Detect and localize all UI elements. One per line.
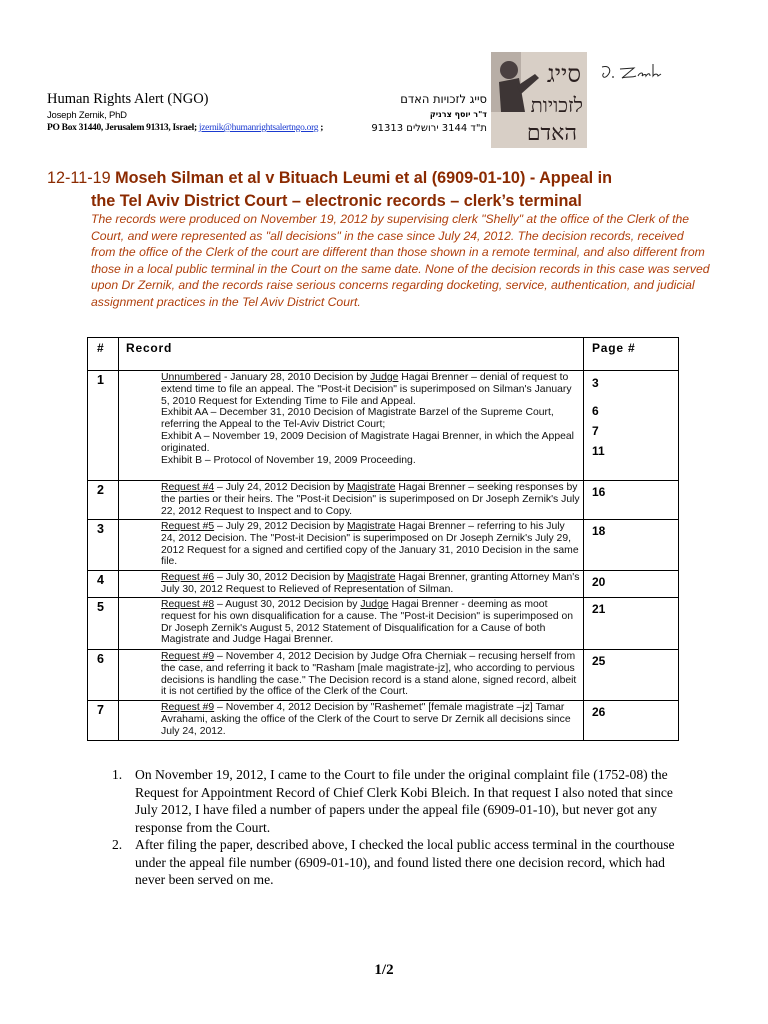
page-ref: 11: [592, 444, 605, 458]
table-row: [88, 481, 679, 520]
page-ref: 20: [592, 575, 606, 589]
row-pages: [584, 598, 679, 650]
record-line: [161, 455, 581, 467]
record-line: [161, 599, 581, 646]
row-pages: [584, 650, 679, 701]
request-id: Unnumbered: [161, 372, 222, 383]
page-number: 1/2: [374, 962, 394, 978]
row-number: 4: [88, 571, 119, 598]
logo-line-3: האדם: [526, 121, 577, 146]
letterhead-hebrew: [356, 91, 487, 136]
page-ref: 6: [592, 404, 599, 418]
row-record: [119, 598, 584, 650]
row-pages: [584, 371, 679, 481]
table-row: [88, 571, 679, 598]
org-name-hebrew: סייג לזכויות האדם: [400, 92, 487, 106]
page-ref: 3: [592, 376, 599, 390]
row-number: 7: [88, 701, 119, 741]
address-line: [47, 122, 367, 135]
header-number: #: [88, 338, 119, 371]
record-line: [161, 407, 581, 431]
row-pages: [584, 520, 679, 571]
row-record: [119, 650, 584, 701]
logo-line-1: סייג: [546, 60, 581, 88]
record-text: Exhibit B – Protocol of November 19, 2009 Proceeding.: [161, 454, 416, 466]
organization-logo: [491, 52, 587, 148]
title-date: 12-11-19: [47, 169, 111, 187]
page-ref: 26: [592, 705, 606, 719]
row-number: 2: [88, 481, 119, 520]
record-text: Exhibit A – November 19, 2009 Decision of Magistrate Hagai Brenner, in which the Appeal originated.: [161, 430, 574, 454]
record-line: [161, 702, 581, 737]
record-text: Hagai Brenner, granting Attorney Man's July 30, 2012 Request to Relieved of Representation of Silman.: [161, 572, 580, 595]
record-line: [161, 431, 581, 455]
header-record: Record: [119, 338, 584, 371]
record-line: [161, 651, 581, 698]
records-table: [87, 337, 679, 741]
logo-line-2: לזכויות: [530, 93, 583, 117]
author-name: Joseph Zernik, PhD: [47, 110, 127, 121]
record-text: – November 4, 2012 Decision by "Rashemet" [female magistrate –jz] Tamar Avrahami, asking the office of the Clerk of the Court to serve Dr Zernik all decisions since July 24, 2012.: [161, 702, 571, 737]
record-line: [161, 482, 581, 517]
header-page: Page #: [584, 338, 679, 371]
row-record: [119, 520, 584, 571]
address-hebrew: ת"ד 3144 ירושלים 91313: [371, 123, 487, 134]
request-id: Request #9: [161, 651, 215, 662]
postal-address: PO Box 31440, Jerusalem 91313, Israel;: [47, 123, 197, 133]
row-number: 3: [88, 520, 119, 571]
record-text: – November 4, 2012 Decision by Judge Ofra Cherniak – recusing herself from the case, and referring it back to "Rasham [male magistrate-jz], who according to pervious decisions is handling the case." The Decision record is a stand alone, signed record, albeit it is not certified by the office of the Clerk of the Court.: [161, 651, 577, 698]
address-suffix: ;: [320, 123, 324, 133]
row-pages: [584, 571, 679, 598]
officer-title: Judge: [360, 599, 389, 610]
record-text: Hagai Brenner - deeming as moot request for his own disqualification for a cause. The "Post-it Decision" is superimposed on Dr Joseph Zernik's August 5, 2012 Statement of Disqualification for a Cause of both Magistrate and Judge Hagai Brenner.: [161, 599, 574, 646]
record-text: – August 30, 2012 Decision by: [214, 599, 361, 610]
record-text: Exhibit AA – December 31, 2010 Decision of Magistrate Barzel of the Supreme Court, referring the Appeal to the Tel-Aviv District Court;: [161, 407, 554, 431]
intro-paragraph: The records were produced on November 19, 2012 by supervising clerk "Shelly" at the office of the Clerk of the Court, and were represented as "all decisions" in the case since July 24, 2012. The decision records, received from the office of the Clerk of the court are different than those shown in a remote terminal, and also different from those in a local public terminal in the Court on the same date. None of the decision records in this case was served upon Dr Zernik, and the records raise serious concerns regarding docketing, service, authentication, and judicial assignment practices in the Tel Aviv District Court.: [91, 212, 710, 309]
page-ref: 18: [592, 524, 606, 538]
table-row: [88, 598, 679, 650]
table-header-row: [88, 338, 679, 371]
email-link[interactable]: jzernik@humanrightsalertngo.org: [198, 123, 319, 133]
row-record: [119, 571, 584, 598]
request-id: Request #8: [161, 599, 215, 610]
letterhead-english: [47, 91, 367, 135]
record-text: Hagai Brenner – seeking responses by the parties or their heirs. The "Post-it Decision" is superimposed on Dr Joseph Zernik's July 22, 2012 Request to Inspect and to Copy.: [161, 482, 580, 517]
request-id: Request #9: [161, 702, 215, 713]
request-id: Request #5: [161, 521, 215, 532]
record-text: – July 30, 2012 Decision by: [214, 572, 348, 583]
record-text: – July 29, 2012 Decision by: [214, 521, 348, 532]
record-line: [161, 572, 581, 596]
row-record: [119, 701, 584, 741]
officer-title: Magistrate: [347, 482, 396, 493]
title-line-2: the Tel Aviv District Court – electronic records – clerk’s terminal: [91, 192, 582, 210]
handwritten-signature: [598, 61, 666, 85]
table-row: [88, 371, 679, 481]
officer-title: Magistrate: [347, 521, 396, 532]
list-item-text: After filing the paper, described above, I checked the local public access terminal in the courthouse under the appeal file number (6909-01-10), and found listed there one decision record, which had never been served on me.: [135, 837, 675, 887]
officer-title: Magistrate: [347, 572, 396, 583]
officer-title: Judge: [370, 372, 399, 383]
table-row: [88, 650, 679, 701]
list-item-text: On November 19, 2012, I came to the Court to file under the original complaint file (1752-08) the Request for Appointment Record of Chief Clerk Kobi Bleich. In that request I also noted that since July 2012, I have filed a number of papers under the appeal file (6909-01-10), but never got any response from the Court.: [135, 767, 673, 835]
list-item: [107, 836, 687, 889]
list-item: [107, 766, 687, 836]
row-number: 6: [88, 650, 119, 701]
page-ref: 7: [592, 424, 599, 438]
document-title: [47, 167, 737, 213]
row-record: [119, 371, 584, 481]
request-id: Request #6: [161, 572, 215, 583]
author-name-hebrew: ד"ר יוסף צרניק: [429, 110, 487, 119]
list-item-number: 2.: [112, 837, 123, 852]
numbered-paragraphs: [107, 766, 687, 889]
record-text: Hagai Brenner – denial of request to extend time to file an appeal. The "Post-it Decision" is superimposed on Silman's January 5, 2010 Request for Extending Time to File and Appeal.: [161, 372, 572, 407]
record-line: [161, 521, 581, 568]
row-pages: [584, 481, 679, 520]
record-line: [161, 372, 581, 407]
row-number: 1: [88, 371, 119, 481]
row-number: 5: [88, 598, 119, 650]
record-text: Hagai Brenner – referring to his July 24, 2012 Decision. The "Post-it Decision" is superimposed on Dr Joseph Zernik's July 29, 2012 Request for a signed and certified copy of the January 31, 2010 Decision in the same file.: [161, 521, 579, 568]
org-name: Human Rights Alert (NGO): [47, 91, 209, 107]
record-text: – July 24, 2012 Decision by: [214, 482, 348, 493]
table-row: [88, 520, 679, 571]
row-pages: [584, 701, 679, 741]
title-line-1: Moseh Silman et al v Bituach Leumi et al (6909-01-10) - Appeal in: [115, 169, 612, 187]
page-ref: 16: [592, 485, 606, 499]
page-ref: 21: [592, 602, 606, 616]
page-ref: 25: [592, 654, 606, 668]
table-row: [88, 701, 679, 741]
record-text: - January 28, 2010 Decision by: [221, 372, 371, 383]
row-record: [119, 481, 584, 520]
request-id: Request #4: [161, 482, 215, 493]
list-item-number: 1.: [112, 767, 123, 782]
